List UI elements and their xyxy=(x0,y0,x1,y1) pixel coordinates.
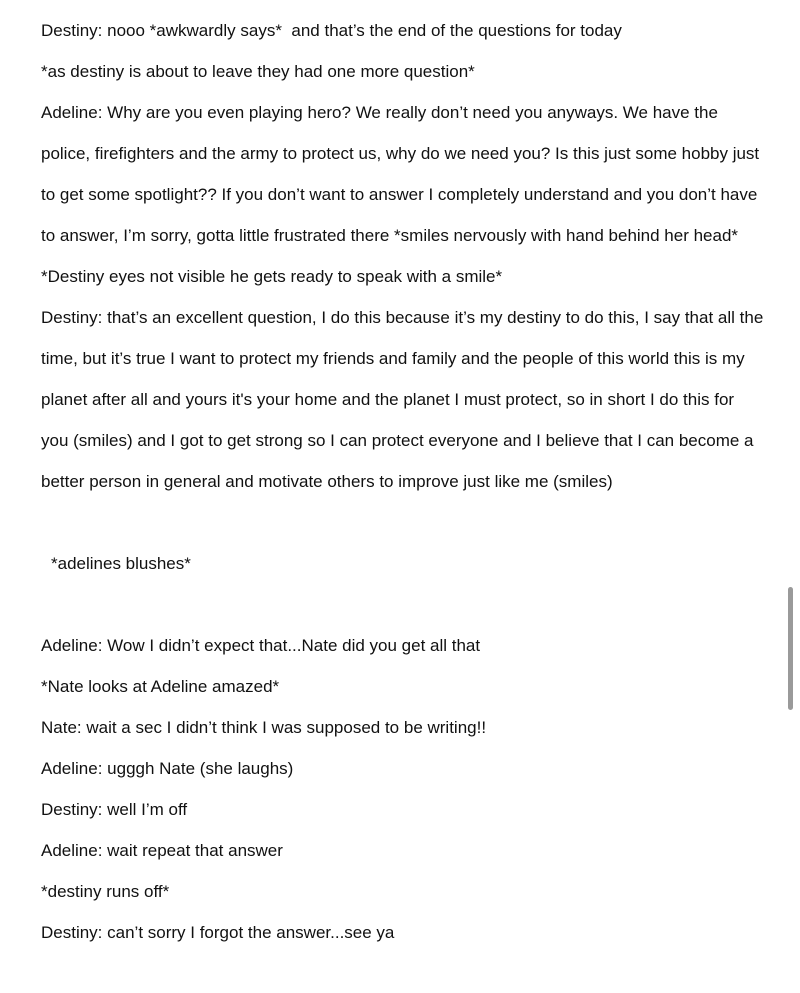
text-line: Destiny: nooo *awkwardly says* and that’s the end of the questions for today xyxy=(41,21,622,40)
text-line: Adeline: Why are you even playing hero? We really don’t need you anyways. We have the xyxy=(41,103,718,122)
vertical-scrollbar-thumb[interactable] xyxy=(788,587,793,710)
text-line: Adeline: wait repeat that answer xyxy=(41,841,283,860)
text-line: *adelines blushes* xyxy=(51,554,191,573)
text-line: you (smiles) and I got to get strong so I can protect everyone and I believe that I can become a xyxy=(41,431,754,450)
text-line: to answer, I’m sorry, gotta little frustrated there *smiles nervously with hand behind her head* xyxy=(41,226,739,245)
text-line: Destiny: can’t sorry I forgot the answer...see ya xyxy=(41,923,395,942)
text-line: Destiny: well I’m off xyxy=(41,800,188,819)
text-line: *Nate looks at Adeline amazed* xyxy=(41,677,280,696)
text-line: police, firefighters and the army to protect us, why do we need you? Is this just some hobby just xyxy=(41,144,760,163)
text-line: *as destiny is about to leave they had one more question* xyxy=(41,62,475,81)
text-line: Adeline: ugggh Nate (she laughs) xyxy=(41,759,294,778)
text-line: time, but it’s true I want to protect my friends and family and the people of this world this is my xyxy=(41,349,745,368)
text-line: to get some spotlight?? If you don’t want to answer I completely understand and you don’t have xyxy=(41,185,758,204)
text-line: Destiny: that’s an excellent question, I do this because it’s my destiny to do this, I say that all the xyxy=(41,308,764,327)
text-line: *Destiny eyes not visible he gets ready to speak with a smile* xyxy=(41,267,503,286)
text-line: better person in general and motivate others to improve just like me (smiles) xyxy=(41,472,613,491)
text-line: Nate: wait a sec I didn’t think I was supposed to be writing!! xyxy=(41,718,487,737)
text-line: planet after all and yours it's your home and the planet I must protect, so in short I do this for xyxy=(41,390,735,409)
text-line: Adeline: Wow I didn’t expect that...Nate did you get all that xyxy=(41,636,481,655)
text-line: *destiny runs off* xyxy=(41,882,170,901)
